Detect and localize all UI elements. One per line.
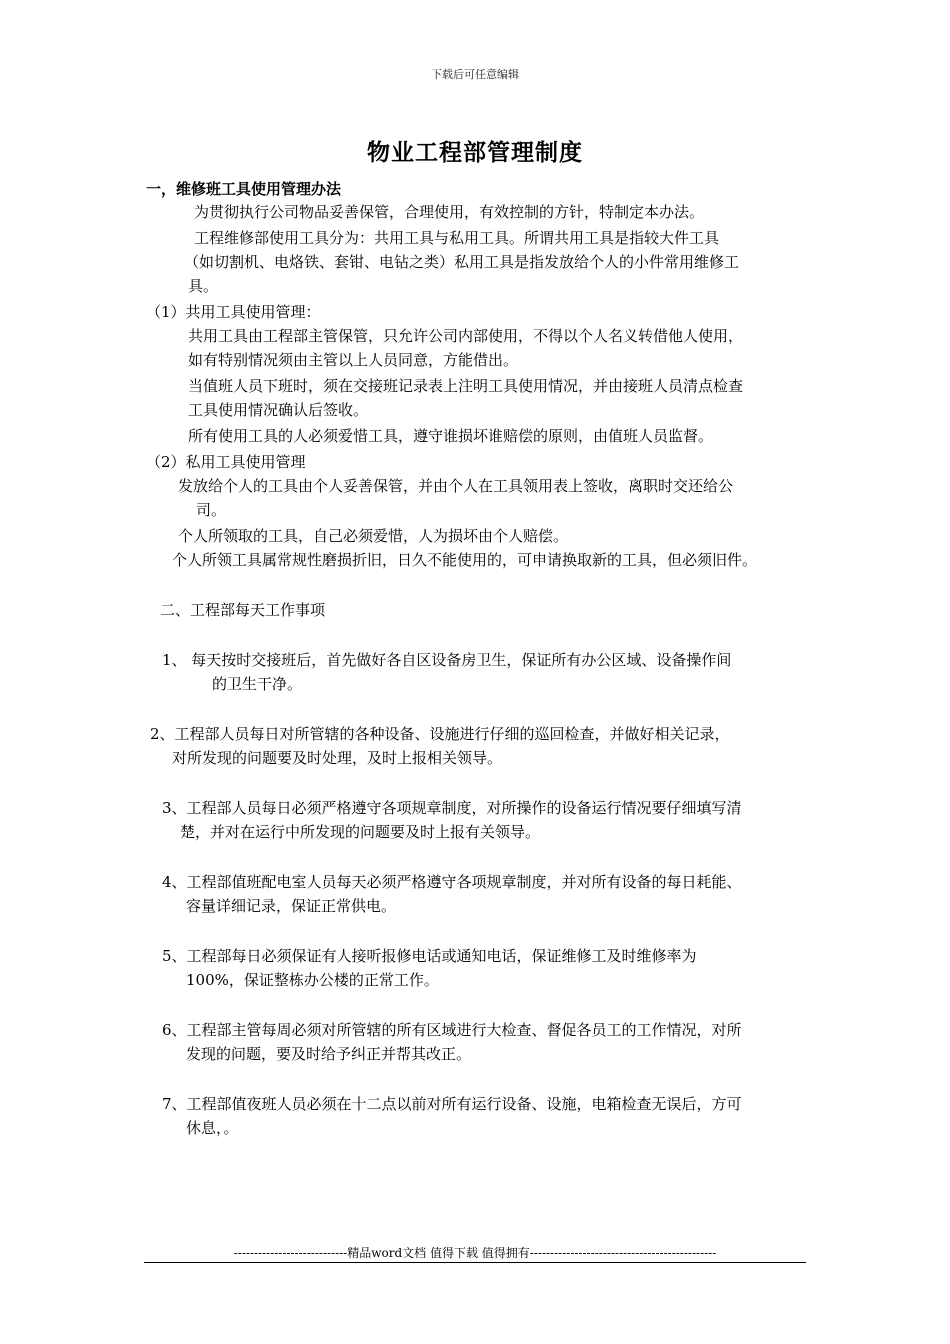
item4-line2: 容量详细记录，保证正常供电。: [186, 897, 397, 915]
section2-heading: 二、工程部每天工作事项: [160, 601, 326, 619]
item6-line2: 发现的问题，要及时给予纠正并帮其改正。: [186, 1045, 472, 1063]
tools-desc-line1: 工程维修部使用工具分为：共用工具与私用工具。所谓共用工具是指较大件工具: [194, 229, 720, 247]
item1-line2: 的卫生干净。: [212, 675, 303, 693]
sub1-p1-line2: 如有特别情况须由主管以上人员同意，方能借出。: [188, 351, 519, 369]
footer-rule: [144, 1262, 806, 1263]
sub1-p3: 所有使用工具的人必须爱惜工具，遵守谁损坏谁赔偿的原则，由值班人员监督。: [188, 427, 714, 445]
item5-line2: 100%，保证整栋办公楼的正常工作。: [186, 971, 439, 989]
page-footer: ----------------------------精品word文档 值得下载 值得拥有----------------------------------------------: [233, 1246, 717, 1260]
sub1-p2-line2: 工具使用情况确认后签收。: [188, 401, 369, 419]
item6-line1: 6、工程部主管每周必须对所管辖的所有区域进行大检查、督促各员工的工作情况，对所: [162, 1021, 742, 1039]
sub1-heading: （1）共用工具使用管理：: [146, 303, 321, 321]
item7-line2: 休息，。: [186, 1119, 239, 1137]
item3-line1: 3、工程部人员每日必须严格遵守各项规章制度，对所操作的设备运行情况要仔细填写清: [162, 799, 742, 817]
page-header: 下载后可任意编辑: [431, 68, 519, 81]
section1-heading: 一，维修班工具使用管理办法: [146, 180, 342, 198]
item2-line1: 2、工程部人员每日对所管辖的各种设备、设施进行仔细的巡回检查，并做好相关记录，: [150, 725, 730, 743]
sub2-p3: 个人所领工具属常规性磨损折旧，日久不能使用的，可申请换取新的工具，但必须旧件。: [172, 551, 758, 569]
item4-line1: 4、工程部值班配电室人员每天必须严格遵守各项规章制度，并对所有设备的每日耗能、: [162, 873, 742, 891]
sub2-p2: 个人所领取的工具，自己必须爱惜，人为损坏由个人赔偿。: [178, 527, 569, 545]
item1-line1: 1、 每天按时交接班后，首先做好各自区设备房卫生，保证所有办公区域、设备操作间: [162, 651, 732, 669]
sub2-heading: （2）私用工具使用管理: [146, 453, 306, 471]
tools-desc-line3: 具。: [188, 277, 219, 295]
section1-intro: 为贯彻执行公司物品妥善保管，合理使用，有效控制的方针，特制定本办法。: [194, 203, 705, 221]
item3-line2: 楚，并对在运行中所发现的问题要及时上报有关领导。: [180, 823, 541, 841]
sub2-p1-line1: 发放给个人的工具由个人妥善保管，并由个人在工具领用表上签收，离职时交还给公: [178, 477, 734, 495]
item2-line2: 对所发现的问题要及时处理，及时上报相关领导。: [172, 749, 503, 767]
sub1-p1-line1: 共用工具由工程部主管保管，只允许公司内部使用，不得以个人名义转借他人使用，: [188, 327, 744, 345]
item7-line1: 7、工程部值夜班人员必须在十二点以前对所有运行设备、设施，电箱检查无误后，方可: [162, 1095, 742, 1113]
item5-line1: 5、工程部每日必须保证有人接听报修电话或通知电话，保证维修工及时维修率为: [162, 947, 697, 965]
document-title: 物业工程部管理制度: [367, 139, 583, 166]
sub1-p2-line1: 当值班人员下班时，须在交接班记录表上注明工具使用情况，并由接班人员清点检查: [188, 377, 744, 395]
sub2-p1-line2: 司。: [196, 501, 227, 519]
tools-desc-line2: （如切割机、电烙铁、套钳、电钻之类）私用工具是指发放给个人的小件常用维修工: [184, 253, 740, 271]
